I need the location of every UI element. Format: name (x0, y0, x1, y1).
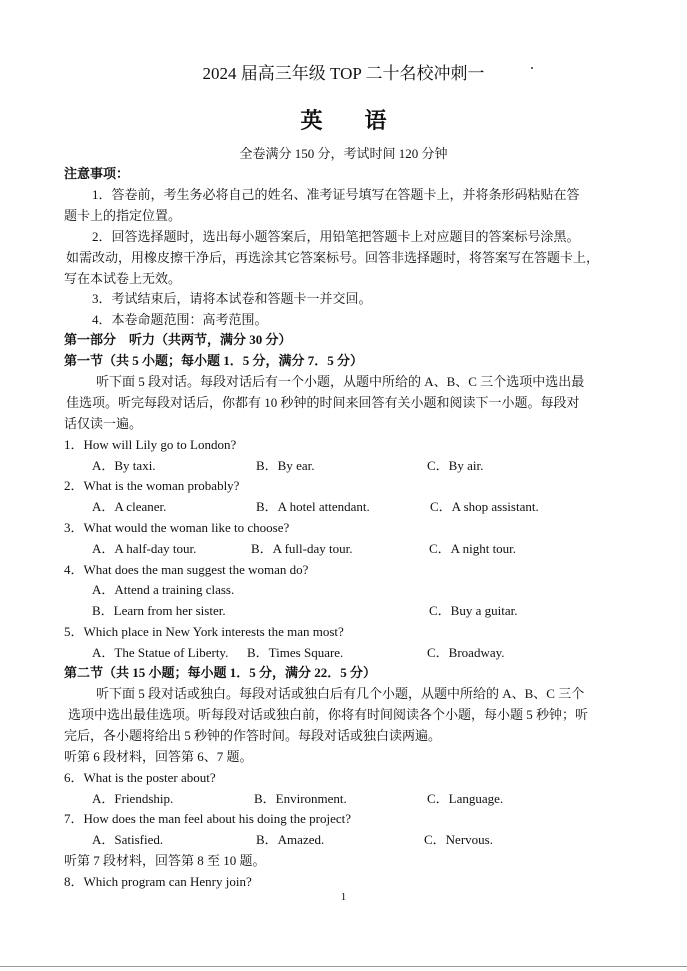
part1-heading: 第一部分 听力（共两节，满分 30 分） (64, 332, 292, 347)
exam-title: 2024 届高三年级 TOP 二十名校冲刺一 (202, 64, 485, 83)
question-stem: 3．What would the woman like to choose? (64, 520, 290, 535)
option-c: C．Nervous. (424, 832, 493, 847)
material-note: 听第 6 段材料，回答第 6、7 题。 (64, 749, 253, 764)
section1-instruction: 听下面 5 段对话。每段对话后有一个小题，从题中所给的 A、B、C 三个选项中选出最 (96, 374, 585, 389)
material-note: 听第 7 段材料，回答第 8 至 10 题。 (64, 853, 266, 868)
option-a: A．A cleaner. (92, 499, 167, 514)
option-b: B．Amazed. (256, 832, 325, 847)
notice-line: 4．本卷命题范围：高考范围。 (92, 312, 268, 327)
option-c: C．Buy a guitar. (429, 603, 518, 618)
section1-instruction: 佳选项。听完每段对话后，你都有 10 秒钟的时间来回答有关小题和阅读下一小题。每段对 (66, 395, 580, 410)
section1-instruction: 话仅读一遍。 (64, 416, 143, 431)
question-stem: 6．What is the poster about? (64, 770, 216, 785)
option-a: A．Satisfied. (92, 832, 164, 847)
option-c: C．A night tour. (429, 541, 517, 556)
question-stem: 1．How will Lily go to London? (64, 437, 237, 452)
section1-heading: 第一节（共 5 小题；每小题 1．5 分，满分 7．5 分） (64, 353, 364, 368)
option-b: B．Environment. (254, 791, 347, 806)
option-c: C．Broadway. (427, 645, 505, 660)
notice-line: 题卡上的指定位置。 (64, 208, 182, 223)
option-a: A．By taxi. (92, 458, 156, 473)
option-b: B．A full-day tour. (251, 541, 353, 556)
notice-line: 1．答卷前，考生务必将自己的姓名、准考证号填写在答题卡上，并将条形码粘贴在答 (92, 187, 580, 202)
section2-instruction: 听下面 5 段对话或独白。每段对话或独白后有几个小题，从题中所给的 A、B、C 三个 (96, 686, 585, 701)
notice-line: 写在本试卷上无效。 (64, 271, 182, 286)
question-stem: 7．How does the man feel about his doing the project? (64, 811, 352, 826)
exam-subtitle: 全卷满分 150 分，考试时间 120 分钟 (239, 146, 448, 161)
section2-heading: 第二节（共 15 小题；每小题 1．5 分，满分 22．5 分） (64, 665, 377, 680)
subject-title: 英语 (300, 108, 429, 133)
option-a: A．Attend a training class. (92, 582, 235, 597)
option-a: A．A half-day tour. (92, 541, 197, 556)
stray-dot (531, 67, 533, 69)
notice-line: 3．考试结束后，请将本试卷和答题卡一并交回。 (92, 291, 372, 306)
option-b: B．Times Square. (247, 645, 344, 660)
option-b: B．By ear. (256, 458, 315, 473)
question-stem: 2．What is the woman probably? (64, 478, 240, 493)
notice-heading: 注意事项： (64, 166, 130, 181)
section2-instruction: 完后，各小题将给出 5 秒钟的作答时间。每段对话或独白读两遍。 (64, 728, 442, 743)
question-stem: 8．Which program can Henry join? (64, 874, 252, 889)
question-stem: 4．What does the man suggest the woman do? (64, 562, 309, 577)
notice-line: 如需改动，用橡皮擦干净后，再选涂其它答案标号。回答非选择题时，将答案写在答题卡上， (66, 250, 600, 265)
notice-line: 2．回答选择题时，选出每小题答案后，用铅笔把答题卡上对应题目的答案标号涂黑。 (92, 229, 580, 244)
option-b: B．A hotel attendant. (256, 499, 370, 514)
page-number: 1 (340, 891, 347, 903)
option-a: A．Friendship. (92, 791, 174, 806)
option-b: B．Learn from her sister. (92, 603, 226, 618)
option-c: C．Language. (427, 791, 504, 806)
question-stem: 5．Which place in New York interests the man most? (64, 624, 344, 639)
section2-instruction: 选项中选出最佳选项。听每段对话或独白前，你将有时间阅读各个小题，每小题 5 秒钟；听 (68, 707, 589, 722)
page-bottom-rule (0, 966, 687, 967)
option-c: C．A shop assistant. (430, 499, 539, 514)
option-c: C．By air. (427, 458, 484, 473)
option-a: A．The Statue of Liberty. (92, 645, 229, 660)
